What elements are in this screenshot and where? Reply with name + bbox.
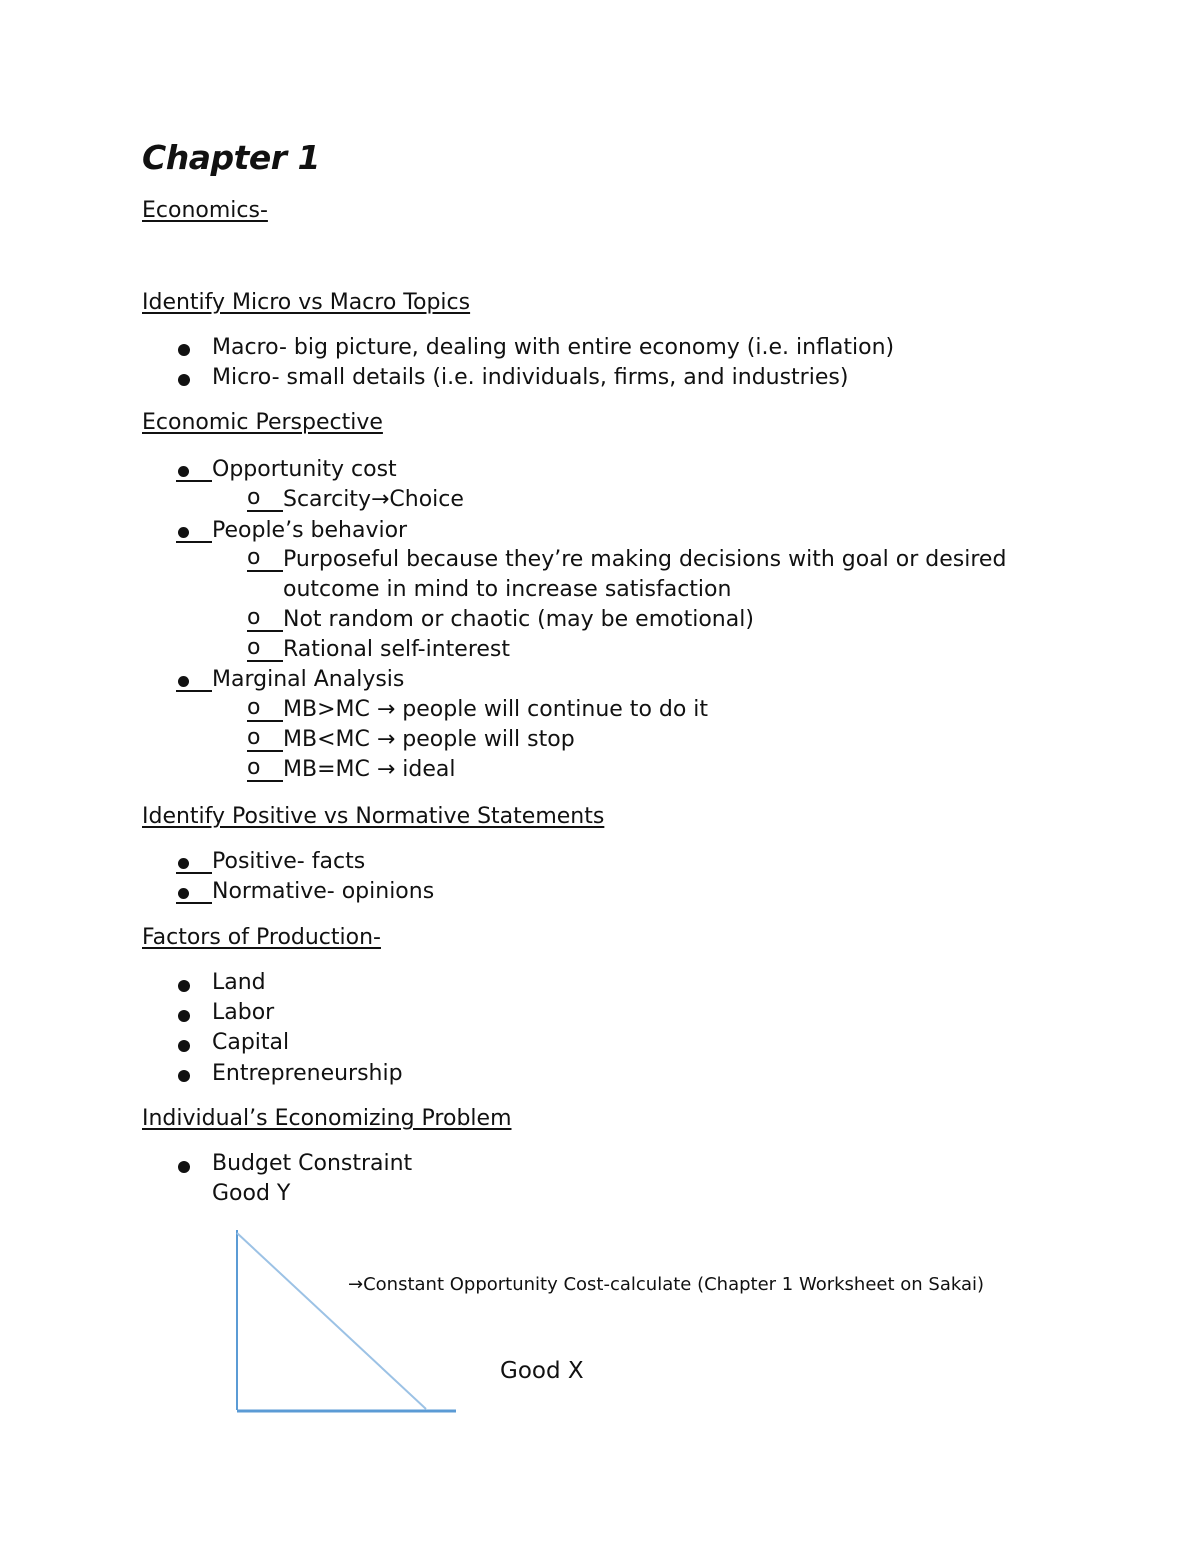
sub-bullet-marker: o	[247, 698, 283, 722]
sub-bullet-marker: o	[247, 608, 283, 632]
sub-list-item: MB=MC → ideal	[283, 757, 456, 782]
heading-positive-normative: Identify Positive vs Normative Statements	[142, 804, 605, 829]
sub-list-item: MB>MC → people will continue to do it	[283, 697, 709, 722]
chapter-title: Chapter 1	[142, 138, 320, 177]
series-layer	[237, 1233, 426, 1409]
sub-bullet-marker: o	[247, 548, 283, 572]
list-item: People’s behavior	[212, 518, 408, 543]
sub-bullet-marker: o	[247, 638, 283, 662]
list-item: Macro- big picture, dealing with entire economy (i.e. inflation)	[212, 335, 895, 360]
list-item: Capital	[212, 1030, 290, 1055]
list-item: Land	[212, 970, 266, 995]
heading-economic-perspective: Economic Perspective	[142, 410, 383, 435]
list-item: Positive- facts	[212, 849, 366, 874]
heading-economizing-problem: Individual’s Economizing Problem	[142, 1106, 512, 1131]
heading-micro-macro: Identify Micro vs Macro Topics	[142, 290, 471, 315]
list-item: Micro- small details (i.e. individuals, firms, and industries)	[212, 365, 849, 390]
sub-list-item: Scarcity→Choice	[283, 487, 464, 512]
sub-list-item: Not random or chaotic (may be emotional)	[283, 607, 754, 632]
sub-list-item: Rational self-interest	[283, 637, 511, 662]
heading-factors-of-production: Factors of Production-	[142, 925, 381, 950]
sub-list-item: MB<MC → people will stop	[283, 727, 575, 752]
budget-constraint-chart	[228, 1225, 468, 1420]
bullet-icon	[178, 1161, 190, 1173]
sub-list-item-continued: outcome in mind to increase satisfaction	[283, 577, 732, 602]
sub-bullet-marker: o	[247, 758, 283, 782]
list-item: Entrepreneurship	[212, 1061, 403, 1086]
heading-economics: Economics-	[142, 198, 268, 223]
list-item: Marginal Analysis	[212, 667, 405, 692]
sub-bullet-marker: o	[247, 488, 283, 512]
list-item: Opportunity cost	[212, 457, 397, 482]
bullet-icon	[178, 1040, 190, 1052]
y-axis-label: Good Y	[212, 1181, 291, 1206]
bullet-icon	[178, 1070, 190, 1082]
budget-constraint-line	[237, 1233, 426, 1409]
list-item: Labor	[212, 1000, 275, 1025]
opportunity-cost-annotation: →Constant Opportunity Cost-calculate (Chapter 1 Worksheet on Sakai)	[348, 1274, 985, 1295]
list-item: Budget Constraint	[212, 1151, 413, 1176]
bullet-icon	[178, 1010, 190, 1022]
x-axis-label: Good X	[500, 1358, 584, 1384]
bullet-icon	[178, 374, 190, 386]
list-item: Normative- opinions	[212, 879, 435, 904]
sub-list-item: Purposeful because they’re making decisions with goal or desired	[283, 547, 1007, 572]
bullet-icon	[178, 980, 190, 992]
bullet-icon	[178, 344, 190, 356]
sub-bullet-marker: o	[247, 728, 283, 752]
